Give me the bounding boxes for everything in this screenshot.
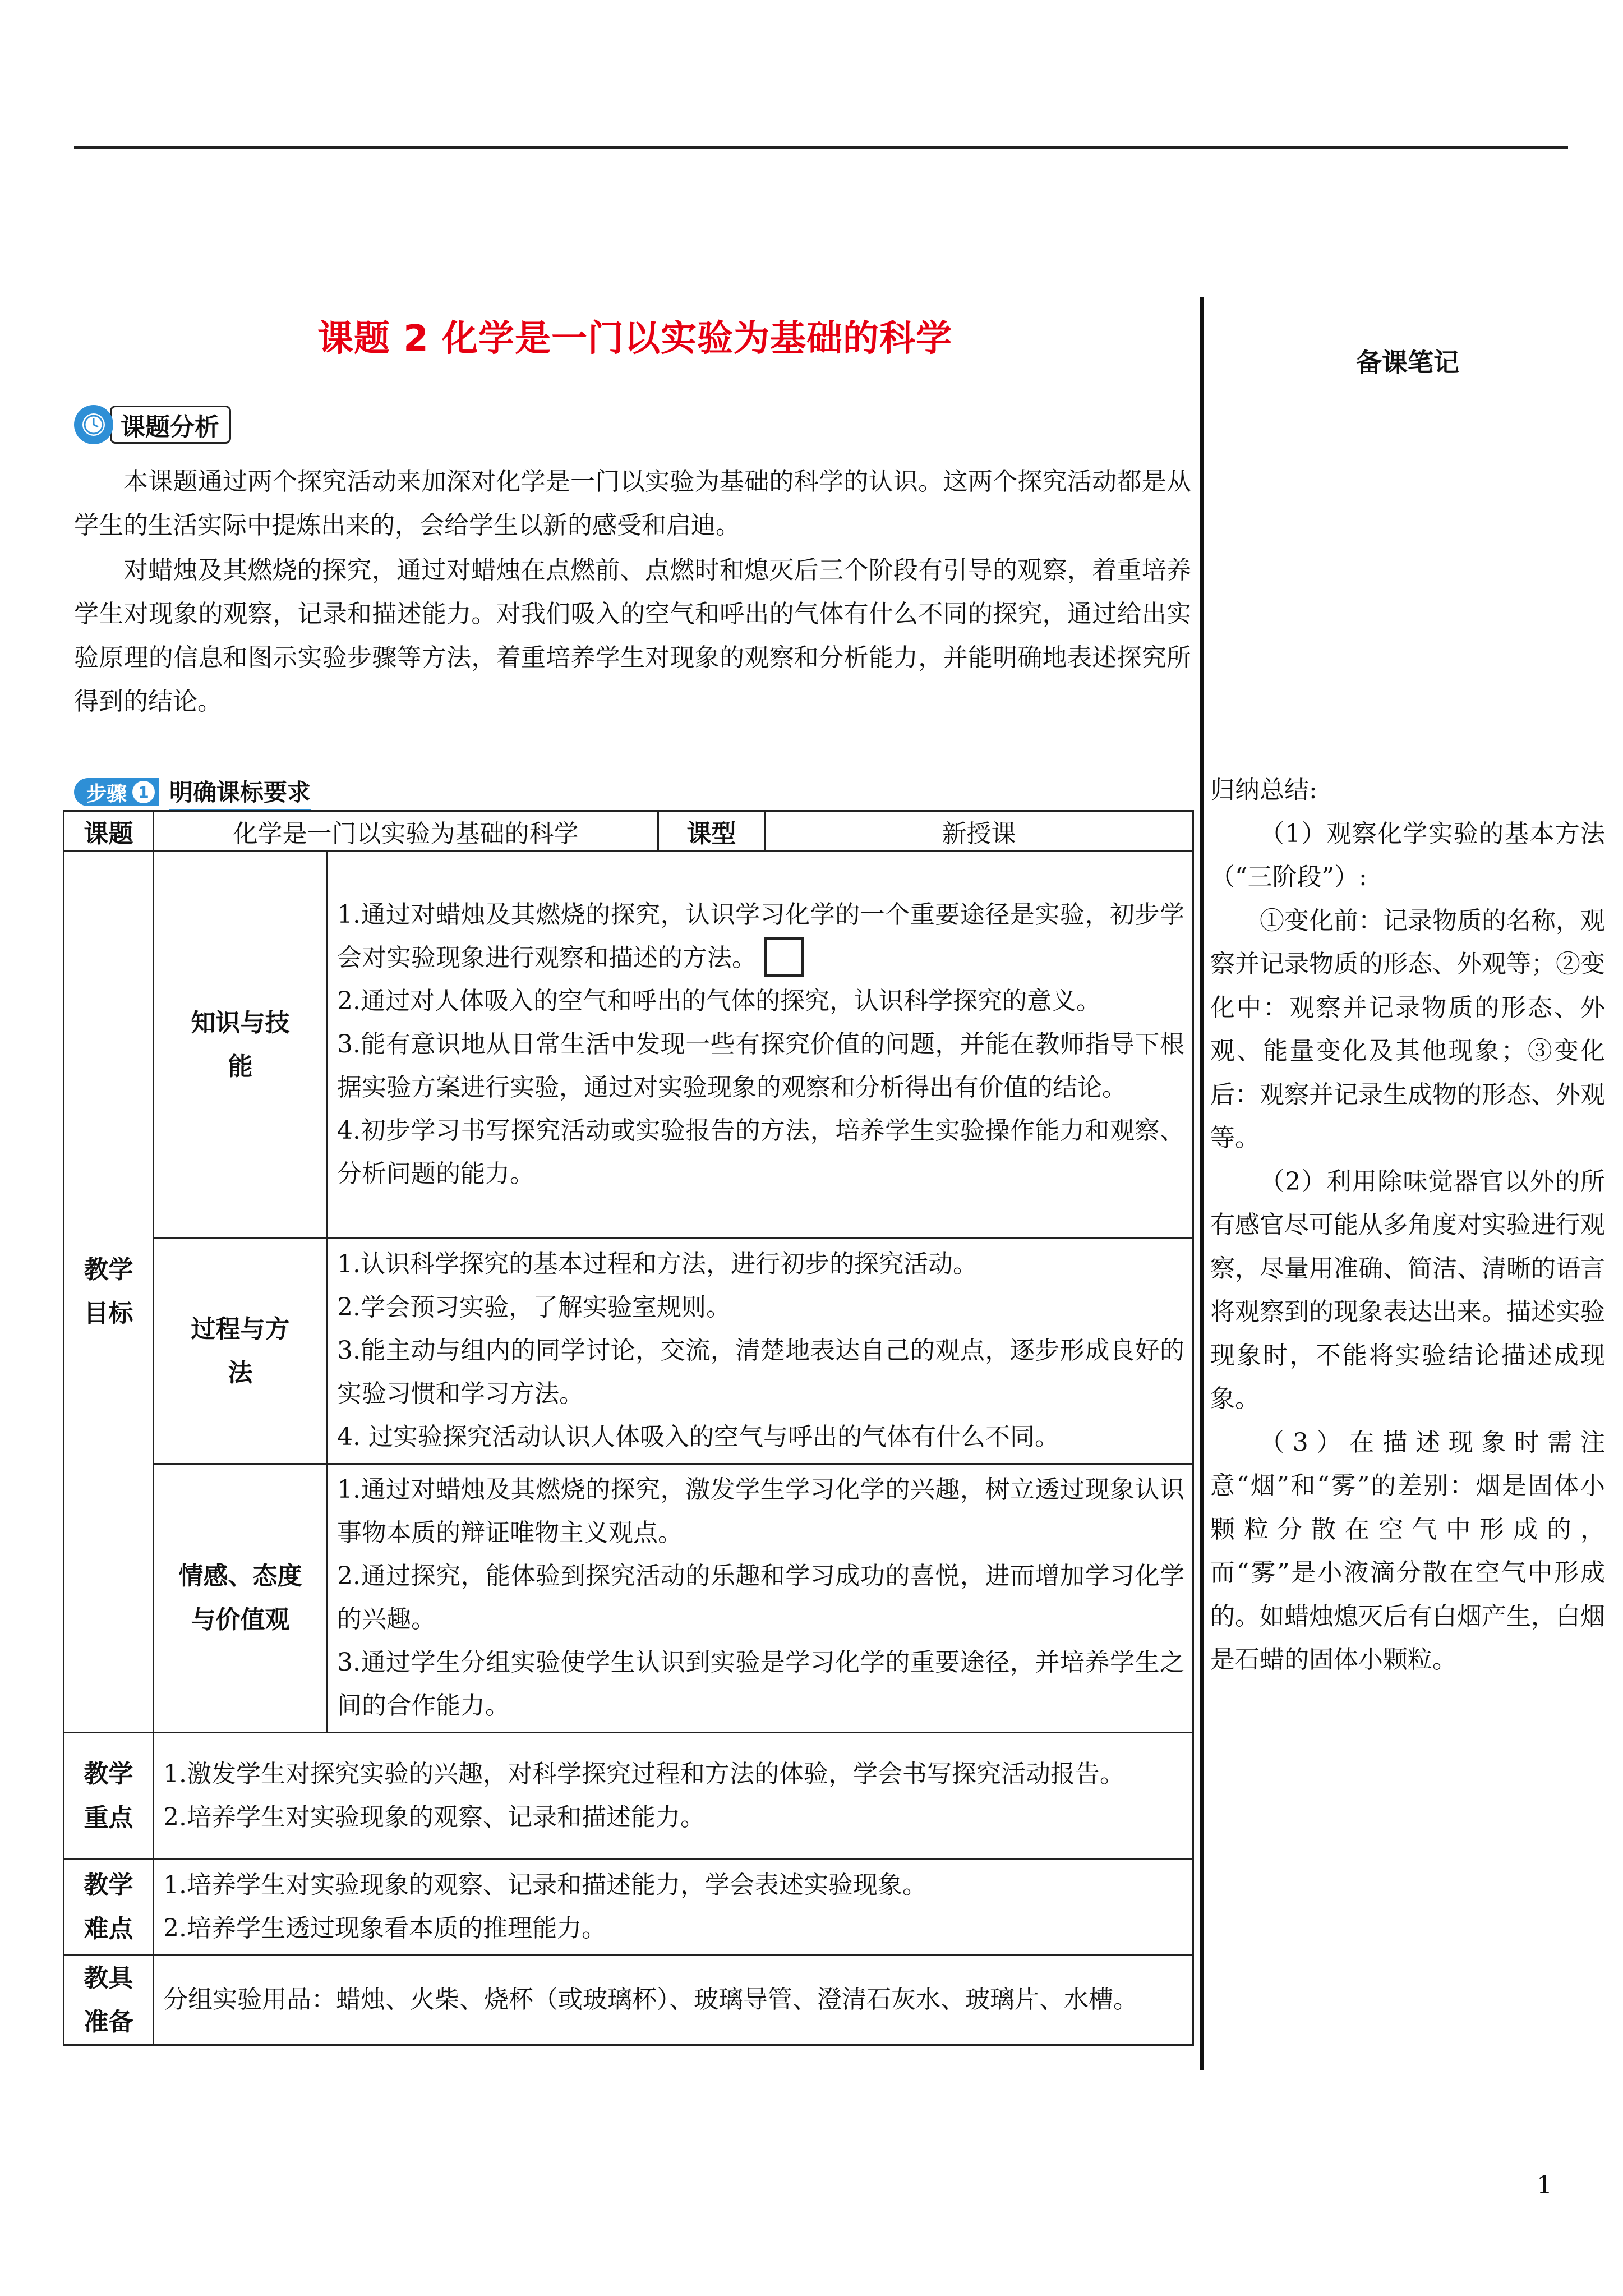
curriculum-table (63, 810, 1194, 2046)
list-item: 1.激发学生对探究实验的兴趣，对科学探究过程和方法的体验，学会书写探究活动报告。 (163, 1759, 1124, 1788)
difficulties-label: 教学难点 (64, 1860, 154, 1955)
process-label: 过程与方法 (154, 1239, 328, 1464)
step-label: 明确课标要求 (169, 774, 311, 811)
intro-paragraph: 对蜡烛及其燃烧的探究，通过对蜡烛在点燃前、点燃时和熄灭后三个阶段有引导的观察，着重培养学生对现象的观察，记录和描述能力。对我们吸入的空气和呼出的气体有什么不同的探究，通过给出实验原理的信息和图示实验步骤等方法，着重培养学生对现象的观察和分析能力，并能明确地表述探究所得到的结论。 (74, 556, 1191, 716)
list-item: 2.通过对人体吸入的空气和呼出的气体的探究，认识科学探究的意义。 (337, 987, 1101, 1015)
list-item: 2.培养学生对实验现象的观察、记录和描述能力。 (163, 1802, 705, 1832)
table-row (64, 1955, 1193, 2045)
list-item: 2.学会预习实验，了解实验室规则。 (337, 1293, 731, 1322)
emotion-label: 情感、态度与价值观 (154, 1464, 328, 1733)
list-item: 3.通过学生分组实验使学生认识到实验是学习化学的重要途径，并培养学生之间的合作能力。 (337, 1648, 1184, 1720)
topic-value: 化学是一门以实验为基础的科学 (154, 811, 658, 852)
list-item: 1.通过对蜡烛及其燃烧的探究，激发学生学习化学的兴趣，树立透过现象认识事物本质的辩证唯物主义观点。 (337, 1475, 1184, 1547)
intro-paragraph: 本课题通过两个探究活动来加深对化学是一门以实验为基础的科学的认识。这两个探究活动都是从学生的生活实际中提炼出来的，会给学生以新的感受和启迪。 (74, 467, 1191, 540)
materials-label: 教具准备 (64, 1955, 154, 2045)
list-item: 3.能有意识地从日常生活中发现一些有探究价值的问题，并能在教师指导下根据实验方案进行实验，通过对实验现象的观察和分析得出有价值的结论。 (337, 1030, 1184, 1102)
type-label: 课型 (658, 811, 765, 852)
step-pill (74, 778, 159, 806)
list-item: 1.培养学生对实验现象的观察、记录和描述能力，学会表述实验现象。 (163, 1871, 927, 1899)
process-cell (328, 1239, 1193, 1464)
table-row (64, 811, 1193, 852)
topic-label: 课题 (64, 811, 154, 852)
step-prefix: 步骤 (86, 782, 127, 806)
step-badge (74, 776, 311, 808)
page-number: 1 (1537, 2171, 1552, 2200)
key-points-label: 教学重点 (64, 1733, 154, 1860)
page-title: 课题 2 化学是一门以实验为基础的科学 (317, 318, 953, 360)
knowledge-cell (328, 852, 1193, 1239)
goals-label: 教学目标 (64, 852, 154, 1733)
step-number: 1 (132, 781, 155, 803)
list-item: 4.初步学习书写探究活动或实验报告的方法，培养学生实验操作能力和观察、分析问题的能力。 (337, 1116, 1184, 1188)
table-row (64, 1239, 1193, 1464)
table-row (64, 1464, 1193, 1733)
list-item: 4. 过实验探究活动认识人体吸入的空气与呼出的气体有什么不同。 (337, 1423, 1059, 1451)
notes-paragraph: ①变化前：记录物质的名称，观察并记录物质的形态、外观等；②变化中：观察并记录物质的形态、外观、能量变化及其他现象；③变化后：观察并记录生成物的形态、外观等。 (1210, 906, 1605, 1152)
item-text: 1.通过对蜡烛及其燃烧的探究，认识学习化学的一个重要途径是实验，初步学会对实验现象进行观察和描述的方法。 (337, 900, 1184, 972)
section-badge (74, 403, 231, 447)
notes-paragraph: （1）观察化学实验的基本方法（“三阶段”）: (1210, 819, 1605, 891)
list-item: 3.能主动与组内的同学讨论，交流，清楚地表达自己的观点，逐步形成良好的实验习惯和学习方法。 (337, 1336, 1184, 1408)
table-row (64, 1860, 1193, 1955)
table-row (64, 1733, 1193, 1860)
table-row (64, 852, 1193, 1239)
materials-cell: 分组实验用品：蜡烛、火柴、烧杯（或玻璃杯）、玻璃导管、澄清石灰水、玻璃片、水槽。 (154, 1955, 1193, 2045)
knowledge-label: 知识与技能 (154, 852, 328, 1239)
answer-box[interactable] (764, 937, 804, 977)
section-label: 课题分析 (110, 406, 231, 444)
emotion-cell (328, 1464, 1193, 1733)
list-item: 2.通过探究，能体验到探究活动的乐趣和学习成功的喜悦，进而增加学习化学的兴趣。 (337, 1562, 1184, 1634)
column-divider (1200, 297, 1204, 2070)
notes-column-title: 备课笔记 (1356, 347, 1459, 378)
difficulties-cell (154, 1860, 1193, 1955)
top-rule (74, 146, 1568, 149)
notes-heading: 归纳总结: (1210, 776, 1317, 804)
notes-paragraph: （3）在描述现象时需注意“烟”和“雾”的差别：烟是固体小颗粒分散在空气中形成的，而“雾”是小液滴分散在空气中形成的。如蜡烛熄灭后有白烟产生，白烟是石蜡的固体小颗粒。 (1210, 1428, 1605, 1674)
notes-body (1210, 769, 1605, 1682)
key-points-cell (154, 1733, 1193, 1860)
clock-icon (74, 405, 113, 444)
type-value: 新授课 (765, 811, 1193, 852)
list-item: 2.培养学生透过现象看本质的推理能力。 (163, 1914, 606, 1943)
list-item: 1.认识科学探究的基本过程和方法，进行初步的探究活动。 (337, 1250, 978, 1278)
notes-paragraph: （2）利用除味觉器官以外的所有感官尽可能从多角度对实验进行观察，尽量用准确、简洁、清晰的语言将观察到的现象表达出来。描述实验现象时，不能将实验结论描述成现象。 (1210, 1167, 1605, 1413)
list-item (337, 893, 1184, 979)
